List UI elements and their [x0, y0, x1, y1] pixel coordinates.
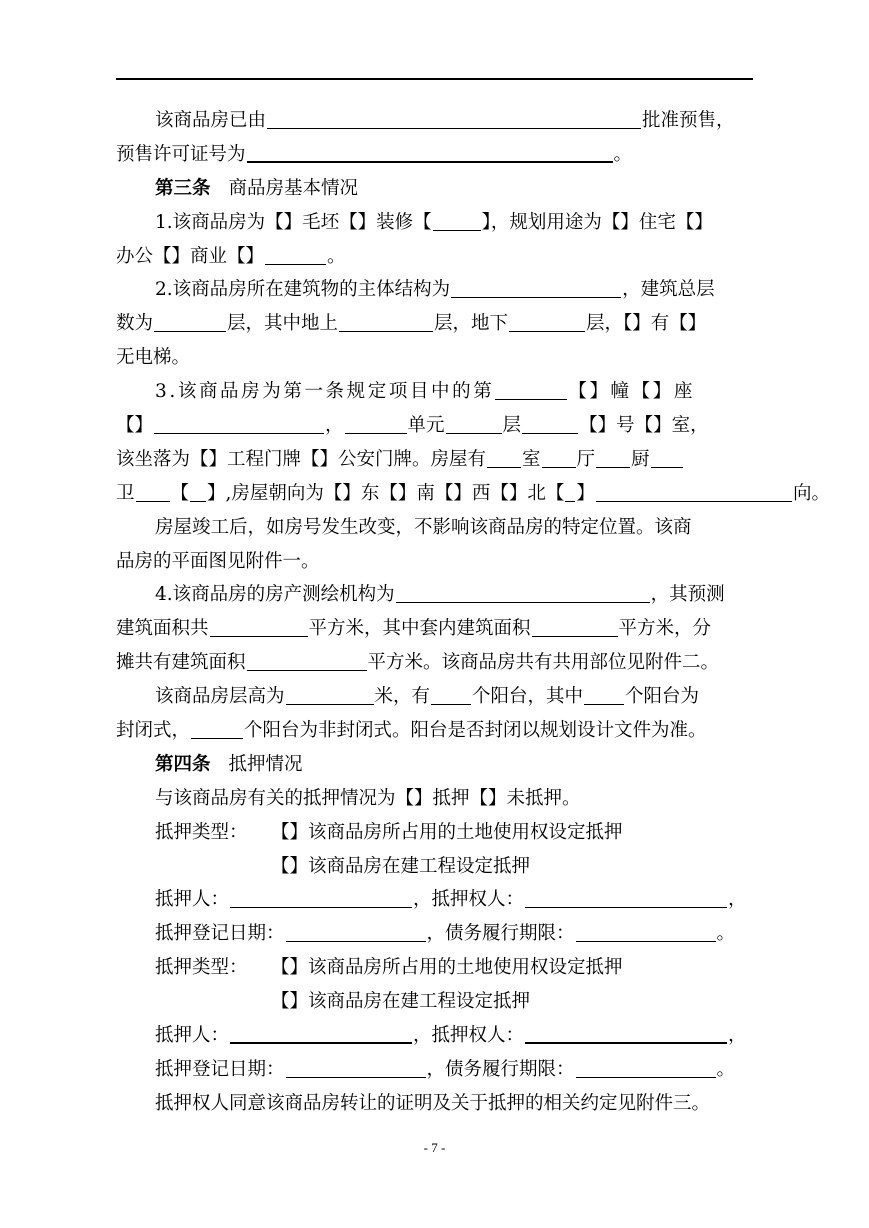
blank[interactable]	[596, 478, 792, 502]
article-3-line: 该商品房层高为 米，有 个阳台，其中 个阳台为	[116, 680, 756, 714]
mortgage-dates: 抵押登记日期： ，债务履行期限： 。	[116, 1053, 756, 1087]
blank[interactable]	[433, 207, 481, 231]
mortgage-parties: 抵押人： ，抵押权人： ，	[116, 1019, 756, 1053]
blank[interactable]	[265, 241, 326, 265]
article-4-line: 抵押权人同意该商品房转让的证明及关于抵押的相关约定见附件三。	[155, 1092, 711, 1114]
blank[interactable]	[345, 410, 407, 434]
blank[interactable]	[576, 918, 716, 942]
blank[interactable]	[247, 138, 613, 163]
article-3-line: 3.该商品房为第一条规定项目中的第 【】幢【】座	[116, 375, 756, 409]
mortgage-dates: 抵押登记日期： ，债务履行期限： 。	[116, 917, 756, 951]
blank[interactable]	[431, 681, 471, 705]
blank[interactable]	[522, 410, 578, 434]
article-3-line: 办公【】商业【】 。	[116, 240, 756, 274]
blank[interactable]	[154, 308, 226, 332]
article-3-line: 建筑面积共 平方米，其中套内建筑面积 平方米，分	[116, 612, 756, 646]
blank[interactable]	[286, 681, 374, 705]
mortgage-type-1: 抵押类型： 【】该商品房所占用的土地使用权设定抵押	[155, 957, 623, 979]
article-3-line: 1.该商品房为【】毛坯【】装修【 】，规划用途为【】住宅【】	[116, 206, 756, 240]
blank[interactable]	[286, 1054, 426, 1078]
article-3-heading: 第三条 商品房基本情况	[155, 177, 359, 199]
blank[interactable]	[286, 918, 426, 942]
article-3-line: 品房的平面图见附件一。	[116, 550, 320, 572]
mortgage-type-1: 抵押类型： 【】该商品房所占用的土地使用权设定抵押	[155, 821, 623, 843]
article-3-line: 卫 【 】,房屋朝向为【】东【】南【】西【】北【 】 向。	[116, 477, 756, 511]
document-body	[116, 104, 830, 1121]
blank[interactable]	[576, 1054, 716, 1078]
article-4-line: 与该商品房有关的抵押情况为【】抵押【】未抵押。	[155, 787, 581, 809]
blank[interactable]	[584, 681, 624, 705]
article-3-line: 封闭式， 个阳台为非封闭式。阳台是否封闭以规划设计文件为准。	[116, 714, 756, 748]
article-3-line: 房屋竣工后，如房号发生改变，不影响该商品房的特定位置。该商	[155, 516, 692, 538]
mortgage-type-2: 【】该商品房在建工程设定抵押	[271, 991, 531, 1013]
blank[interactable]	[396, 579, 650, 603]
blank[interactable]	[525, 884, 727, 908]
blank[interactable]	[210, 613, 308, 637]
article-3-line: 【】 ， 单元 层 【】号【】室，	[116, 409, 756, 443]
blank[interactable]	[596, 444, 630, 468]
blank[interactable]	[451, 274, 621, 298]
blank[interactable]	[230, 1019, 412, 1044]
blank[interactable]	[446, 410, 502, 434]
header-rule	[116, 78, 753, 80]
blank[interactable]	[267, 105, 641, 129]
blank[interactable]	[495, 376, 567, 400]
article-3-line: 该坐落为【】工程门牌【】公安门牌。房屋有 室 厅 厨	[116, 443, 756, 477]
presale-line-2: 预售许可证号为 。	[116, 138, 756, 172]
blank[interactable]	[509, 308, 585, 332]
blank[interactable]	[542, 444, 576, 468]
blank[interactable]	[532, 613, 618, 637]
blank[interactable]	[565, 478, 575, 502]
article-3-line: 摊共有建筑面积 平方米。该商品房共有共用部位见附件二。	[116, 646, 756, 680]
article-3-line: 数为 层，其中地上 层，地下 层，【】有【】	[116, 307, 756, 341]
blank[interactable]	[651, 444, 683, 468]
blank[interactable]	[247, 647, 367, 671]
article-4-heading: 第四条 抵押情况	[155, 753, 303, 775]
blank[interactable]	[191, 715, 243, 739]
mortgage-parties: 抵押人： ，抵押权人： ，	[116, 883, 756, 917]
blank[interactable]	[339, 308, 433, 332]
blank[interactable]	[136, 478, 170, 502]
blank[interactable]	[190, 478, 206, 502]
article-3-line: 2.该商品房所在建筑物的主体结构为 ，建筑总层	[116, 273, 756, 307]
blank[interactable]	[487, 444, 521, 468]
mortgage-type-2: 【】该商品房在建工程设定抵押	[271, 855, 531, 877]
blank[interactable]	[154, 410, 324, 434]
article-3-line: 无电梯。	[116, 347, 191, 369]
presale-line-1: 该商品房已由 批准预售，	[116, 104, 756, 138]
blank[interactable]	[230, 884, 412, 908]
blank[interactable]	[525, 1019, 727, 1044]
article-3-line: 4.该商品房的房产测绘机构为 ，其预测	[116, 578, 756, 612]
page-number: - 7 -	[423, 1140, 446, 1155]
